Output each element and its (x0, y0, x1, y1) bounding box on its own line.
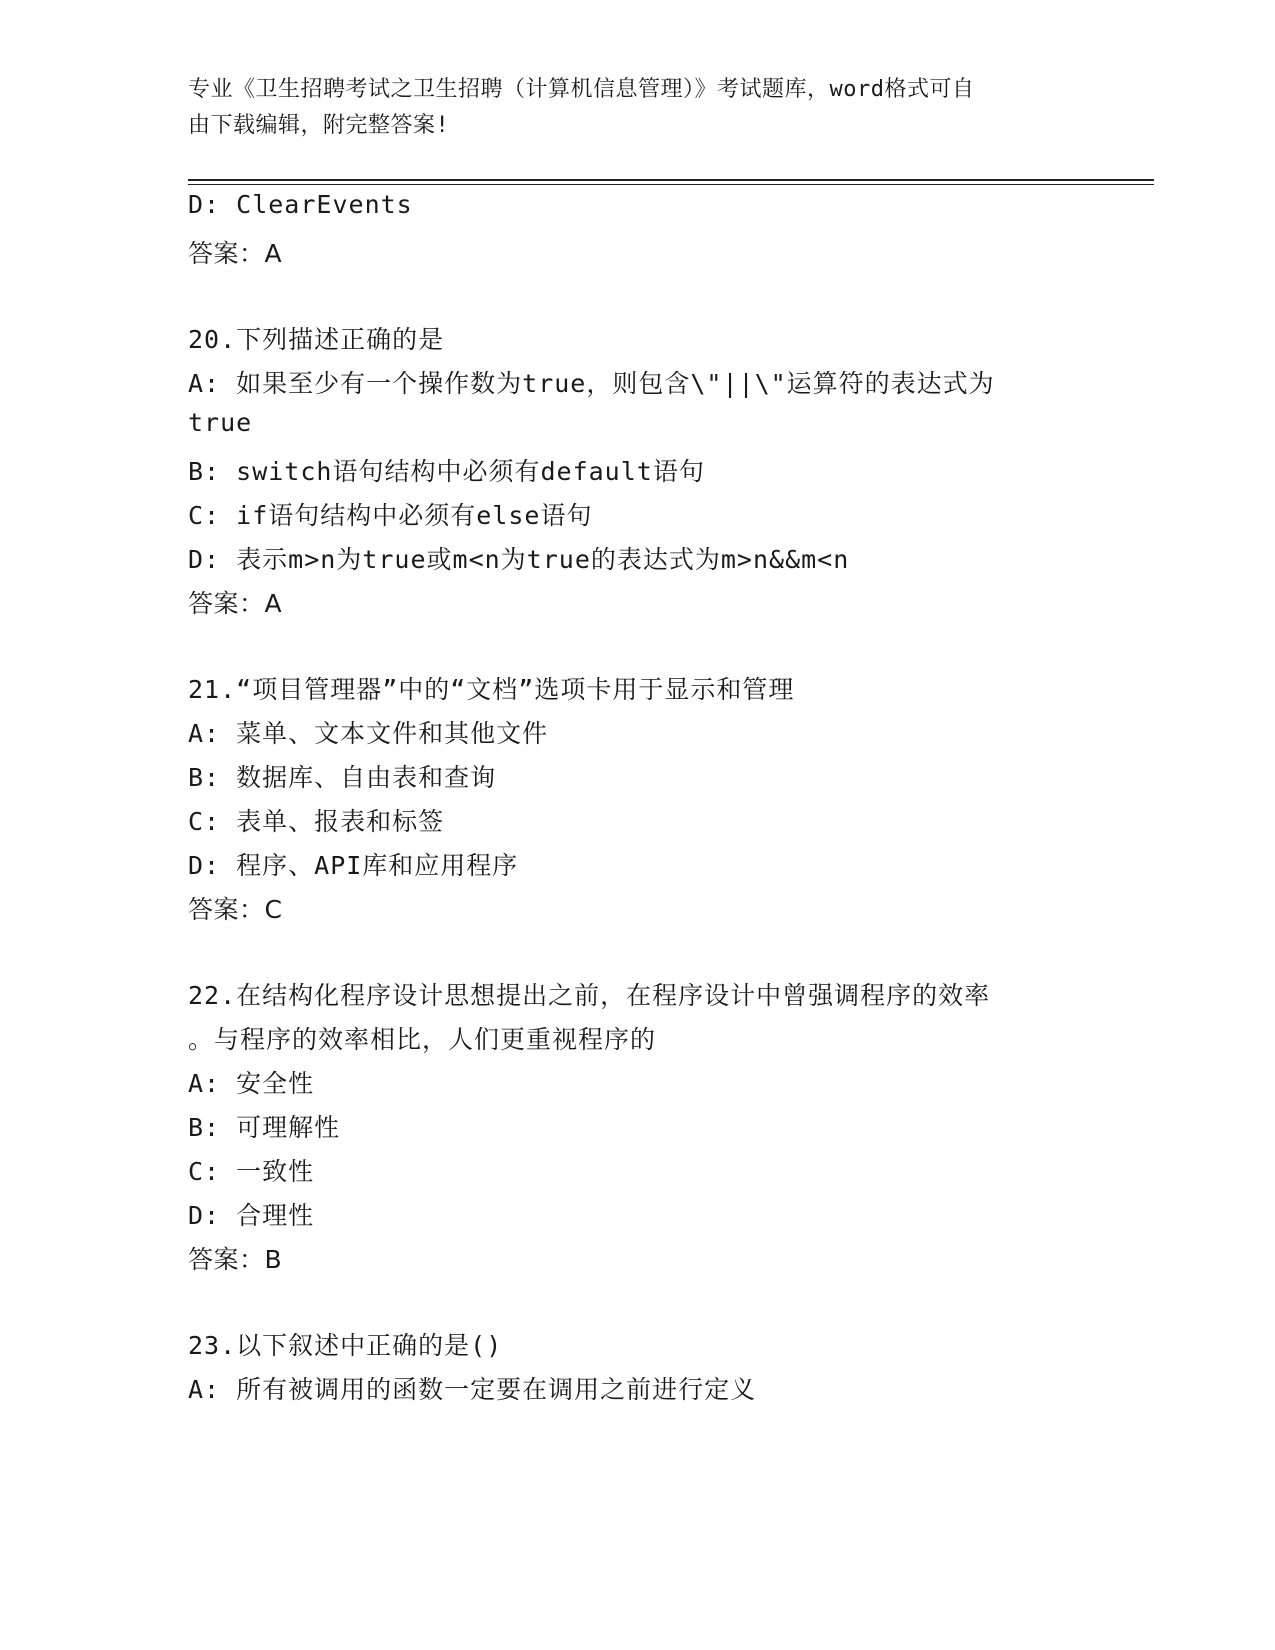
q22-answer: 答案：B (188, 1245, 283, 1274)
q21-answer: 答案：C (188, 895, 283, 924)
q22-stem: 22.在结构化程序设计思想提出之前，在程序设计中曾强调程序的效率 (188, 981, 991, 1010)
q20-option-a-cont: true (188, 408, 253, 437)
q22-option-a: A: 安全性 (188, 1069, 315, 1098)
q23-stem: 23.以下叙述中正确的是() (188, 1331, 503, 1360)
q19-option-d: D: ClearEvents (188, 190, 413, 219)
q20-answer: 答案：A (188, 589, 283, 618)
q20-option-a: A: 如果至少有一个操作数为true，则包含\"||\"运算符的表达式为 (188, 369, 995, 398)
q19-answer: 答案：A (188, 239, 283, 268)
q20-stem: 20.下列描述正确的是 (188, 325, 445, 354)
header-divider (188, 179, 1154, 181)
header-line-2: 由下载编辑，附完整答案! (188, 113, 450, 138)
q22-stem-cont: 。与程序的效率相比，人们更重视程序的 (188, 1025, 657, 1054)
q20-option-c: C: if语句结构中必须有else语句 (188, 501, 593, 530)
header-line-1: 专业《卫生招聘考试之卫生招聘（计算机信息管理）》考试题库，word格式可自 (188, 77, 975, 102)
q22-option-b: B: 可理解性 (188, 1113, 341, 1142)
q20-option-b: B: switch语句结构中必须有default语句 (188, 457, 705, 486)
q22-option-c: C: 一致性 (188, 1157, 315, 1186)
q21-stem: 21.“项目管理器”中的“文档”选项卡用于显示和管理 (188, 675, 795, 704)
header-divider-thin (188, 184, 1154, 185)
q21-option-d: D: 程序、API库和应用程序 (188, 851, 519, 880)
q21-option-a: A: 菜单、文本文件和其他文件 (188, 719, 549, 748)
q22-option-d: D: 合理性 (188, 1201, 315, 1230)
q20-option-d: D: 表示m>n为true或m<n为true的表达式为m>n&&m<n (188, 545, 850, 574)
document-header (188, 72, 1088, 144)
q21-option-c: C: 表单、报表和标签 (188, 807, 445, 836)
q23-option-a: A: 所有被调用的函数一定要在调用之前进行定义 (188, 1375, 757, 1404)
q21-option-b: B: 数据库、自由表和查询 (188, 763, 497, 792)
